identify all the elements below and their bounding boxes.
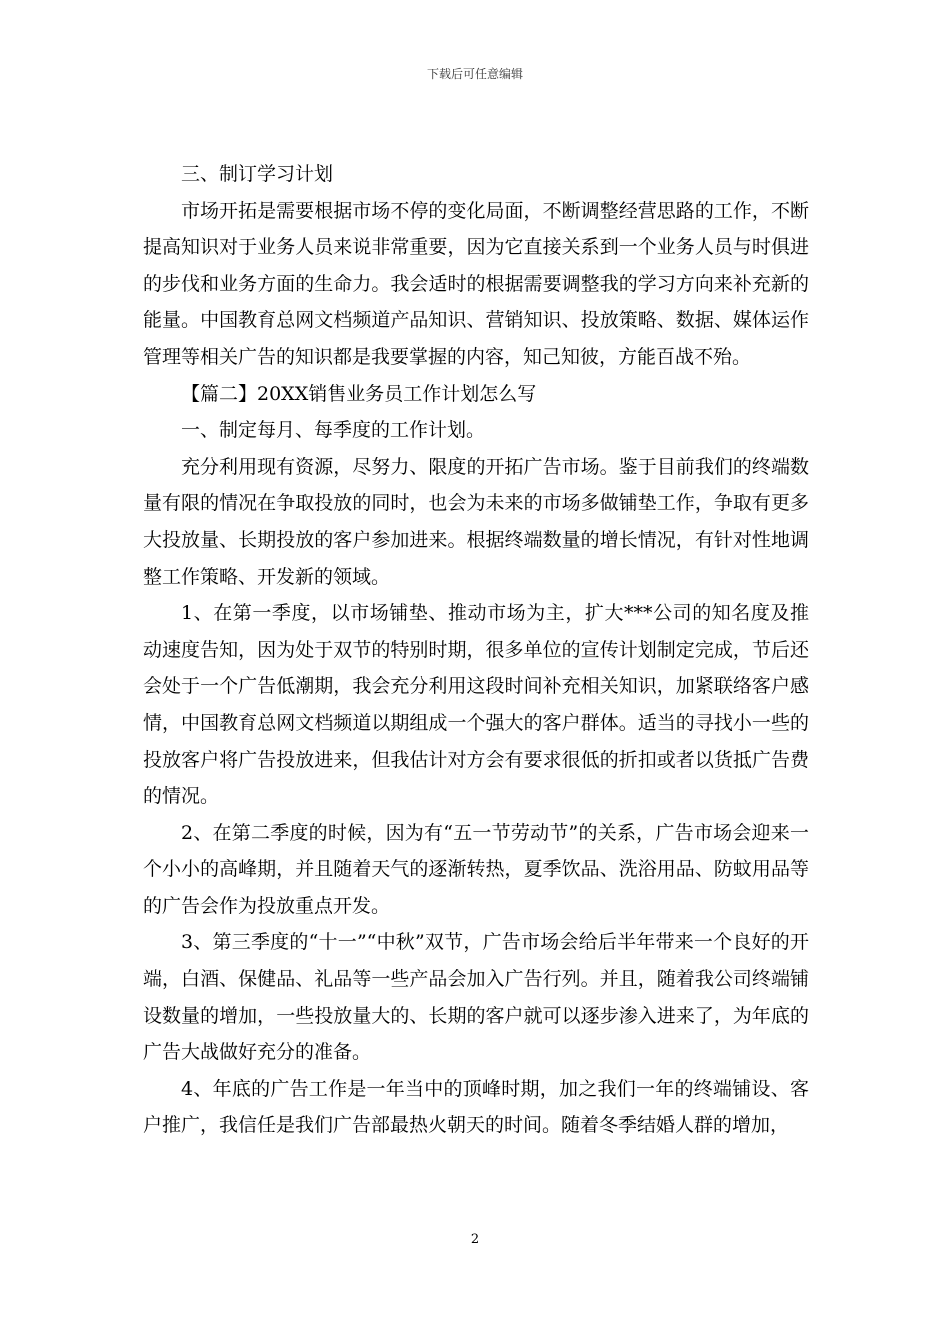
paragraph-year-end: 4、年底的广告工作是一年当中的顶峰时期，加之我们一年的终端铺设、客户推广，我信任是我们广告部最热火朝天的时间。随着冬季结婚人群的增加， — [143, 1077, 809, 1137]
page-header: 下载后可任意编辑 — [426, 67, 523, 81]
document-body — [143, 156, 809, 1144]
paragraph-q1: 1、在第一季度，以市场铺垫、推动市场为主，扩大***公司的知名度及推动速度告知，因为处于双节的特别时期，很多单位的宣传计划制定完成，节后还会处于一个广告低潮期，我会充分利用这段时间补充相关知识，加紧联络客户感情，中国教育总网文档频道以期组成一个强大的客户群体。适当的寻找小一些的投放客户将广告投放进来，但我估计对方会有要求很低的折扣或者以货抵广告费的情况。 — [143, 602, 809, 808]
section-heading-study-plan: 三、制订学习计划 — [181, 163, 334, 185]
article-title-part-two: 【篇二】20XX销售业务员工作计划怎么写 — [181, 382, 537, 405]
page-number: 2 — [470, 1232, 480, 1247]
paragraph-q2: 2、在第二季度的时候，因为有“五一节劳动节”的关系，广告市场会迎来一个小小的高峰期，并且随着天气的逐渐转热，夏季饮品、洗浴用品、防蚊用品等的广告会作为投放重点开发。 — [143, 821, 809, 917]
paragraph-resources: 充分利用现有资源，尽努力、限度的开拓广告市场。鉴于目前我们的终端数量有限的情况在争取投放的同时，也会为未来的市场多做铺垫工作，争取有更多大投放量、长期投放的客户参加进来。根据终端数量的增长情况，有针对性地调整工作策略、开发新的领域。 — [143, 455, 809, 588]
paragraph-study-plan: 市场开拓是需要根据市场不停的变化局面，不断调整经营思路的工作，不断提高知识对于业务人员来说非常重要，因为它直接关系到一个业务人员与时俱进的步伐和业务方面的生命力。我会适时的根据需要调整我的学习方向来补充新的能量。中国教育总网文档频道产品知识、营销知识、投放策略、数据、媒体运作管理等相关广告的知识都是我要掌握的内容，知己知彼，方能百战不殆。 — [143, 199, 809, 368]
section-heading-monthly-plan: 一、制定每月、每季度的工作计划。 — [181, 419, 486, 442]
paragraph-q3: 3、第三季度的“十一”“中秋”双节，广告市场会给后半年带来一个良好的开端，白酒、保健品、礼品等一些产品会加入广告行列。并且，随着我公司终端铺设数量的增加，一些投放量大的、长期的客户就可以逐步渗入进来了，为年底的广告大战做好充分的准备。 — [143, 931, 809, 1064]
